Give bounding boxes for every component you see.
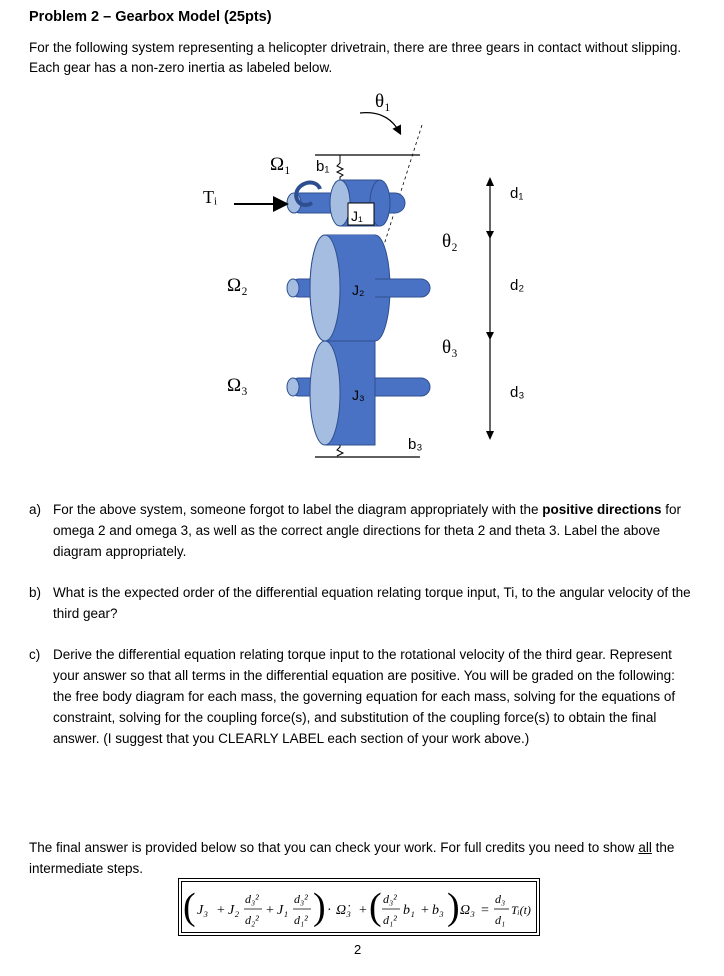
theta2-label: θ₂ [442,231,458,252]
question-c [29,644,694,749]
j1-label: J₁ [351,208,363,224]
b3-label: b₃ [408,436,423,453]
question-b-text: What is the expected order of the differential equation relating torque input, Ti, to the angular velocity of the third gear? [53,585,691,621]
b3-damper [337,445,343,456]
j3-label: J₃ [352,387,365,403]
eq-equals: = [481,903,489,918]
eq-j2: J₂ [228,903,240,918]
question-a [29,499,694,562]
d-arrow-mid1 [486,231,494,239]
eq-plus-2: + [266,903,274,918]
eq-dot: · [327,903,332,918]
question-b [29,582,694,624]
shaft2-end [287,279,299,297]
d3-label: d₃ [510,384,525,401]
omega3-label: Ω₃ [227,375,248,396]
eq-plus-1: + [217,903,225,918]
eq-b3: b₃ [432,903,444,918]
eq-omega3-dot: Ω̇₃ [336,903,351,918]
eq-frac4-num: d₃ [495,892,506,906]
gear2-side-cover [310,235,340,341]
eq-paren-open-2: ( [369,886,382,928]
theta3-label: θ₃ [442,337,458,358]
eq-frac2-den: d₁² [294,913,308,927]
final-text-before: The final answer is provided below so that you can check your work. For full credits you need to show [29,840,639,855]
eq-frac1-num: d₃² [245,892,259,906]
eq-paren-open-1: ( [183,886,196,928]
eq-paren-close-2: ) [447,886,460,928]
eq-plus-4: + [421,903,429,918]
eq-frac3-den: d₁² [383,913,397,927]
d-arrow-mid2 [486,332,494,340]
final-equation-box [178,878,540,936]
eq-omega3: Ω₃ [460,903,475,918]
d2-label: d₂ [510,277,525,294]
j2-label: J₂ [352,282,365,298]
gearbox-diagram [190,85,530,470]
gear1-side [330,180,350,226]
d-arrow-top [486,177,494,186]
eq-frac1-den: d₂² [245,913,259,927]
theta1-label: θ₁ [375,91,391,112]
question-a-text-before: For the above system, someone forgot to label the diagram appropriately with the [53,502,543,517]
eq-frac3-num: d₃² [383,892,397,906]
problem-title: Problem 2 – Gearbox Model (25pts) [29,9,272,25]
eq-j1: J₁ [277,903,289,918]
eq-frac4-den: d₁ [495,913,506,927]
question-c-label: c) [29,647,41,662]
eq-ti: Tᵢ(t) [511,903,531,917]
question-a-text [53,499,694,562]
eq-frac2-num: d₃² [294,892,308,906]
eq-b1: b₁ [403,903,415,918]
b1-label: b₁ [316,158,330,175]
problem-intro: For the following system representing a helicopter drivetrain, there are three gears in contact without slipping. Each gear has a non-zero inertia as labeled below. [29,40,682,75]
question-c-text: Derive the differential equation relating torque input to the rotational velocity of the third gear. Represent your answer so that all terms in the differential equation are positive. You will be graded on the following: the free body diagram for each mass, the governing equation for each mass, solving for the equations of constraint, solving for the coupling force(s), and substitution of the coupling force(s) to obtain the final answer. (I suggest that you CLEARLY LABEL each section of your work above.) [53,647,676,746]
d-arrow-bottom [486,431,494,440]
omega2-label: Ω₂ [227,275,248,296]
d1-label: d₁ [510,185,524,202]
page-number: 2 [354,942,362,957]
eq-j3: J₃ [197,903,209,918]
question-a-label: a) [29,502,42,517]
eq-plus-3: + [359,903,367,918]
question-a-text-after: for omega 2 and omega 3, as well as the correct angle directions for theta 2 and theta 3. Label the above diagram appropriately. [53,502,682,559]
torque-label: Tᵢ [203,187,217,207]
final-equation [179,879,539,935]
gear3-side [310,341,340,445]
eq-paren-close-1: ) [313,886,326,928]
final-underlined: all [638,840,652,855]
question-a-bold: positive directions [542,502,662,517]
question-b-label: b) [29,585,42,600]
theta1-arrow [360,113,400,133]
final-text-after: the intermediate steps. [29,840,675,876]
final-answer-note [29,837,694,879]
omega1-label: Ω₁ [270,154,291,175]
shaft3-end [287,378,299,396]
